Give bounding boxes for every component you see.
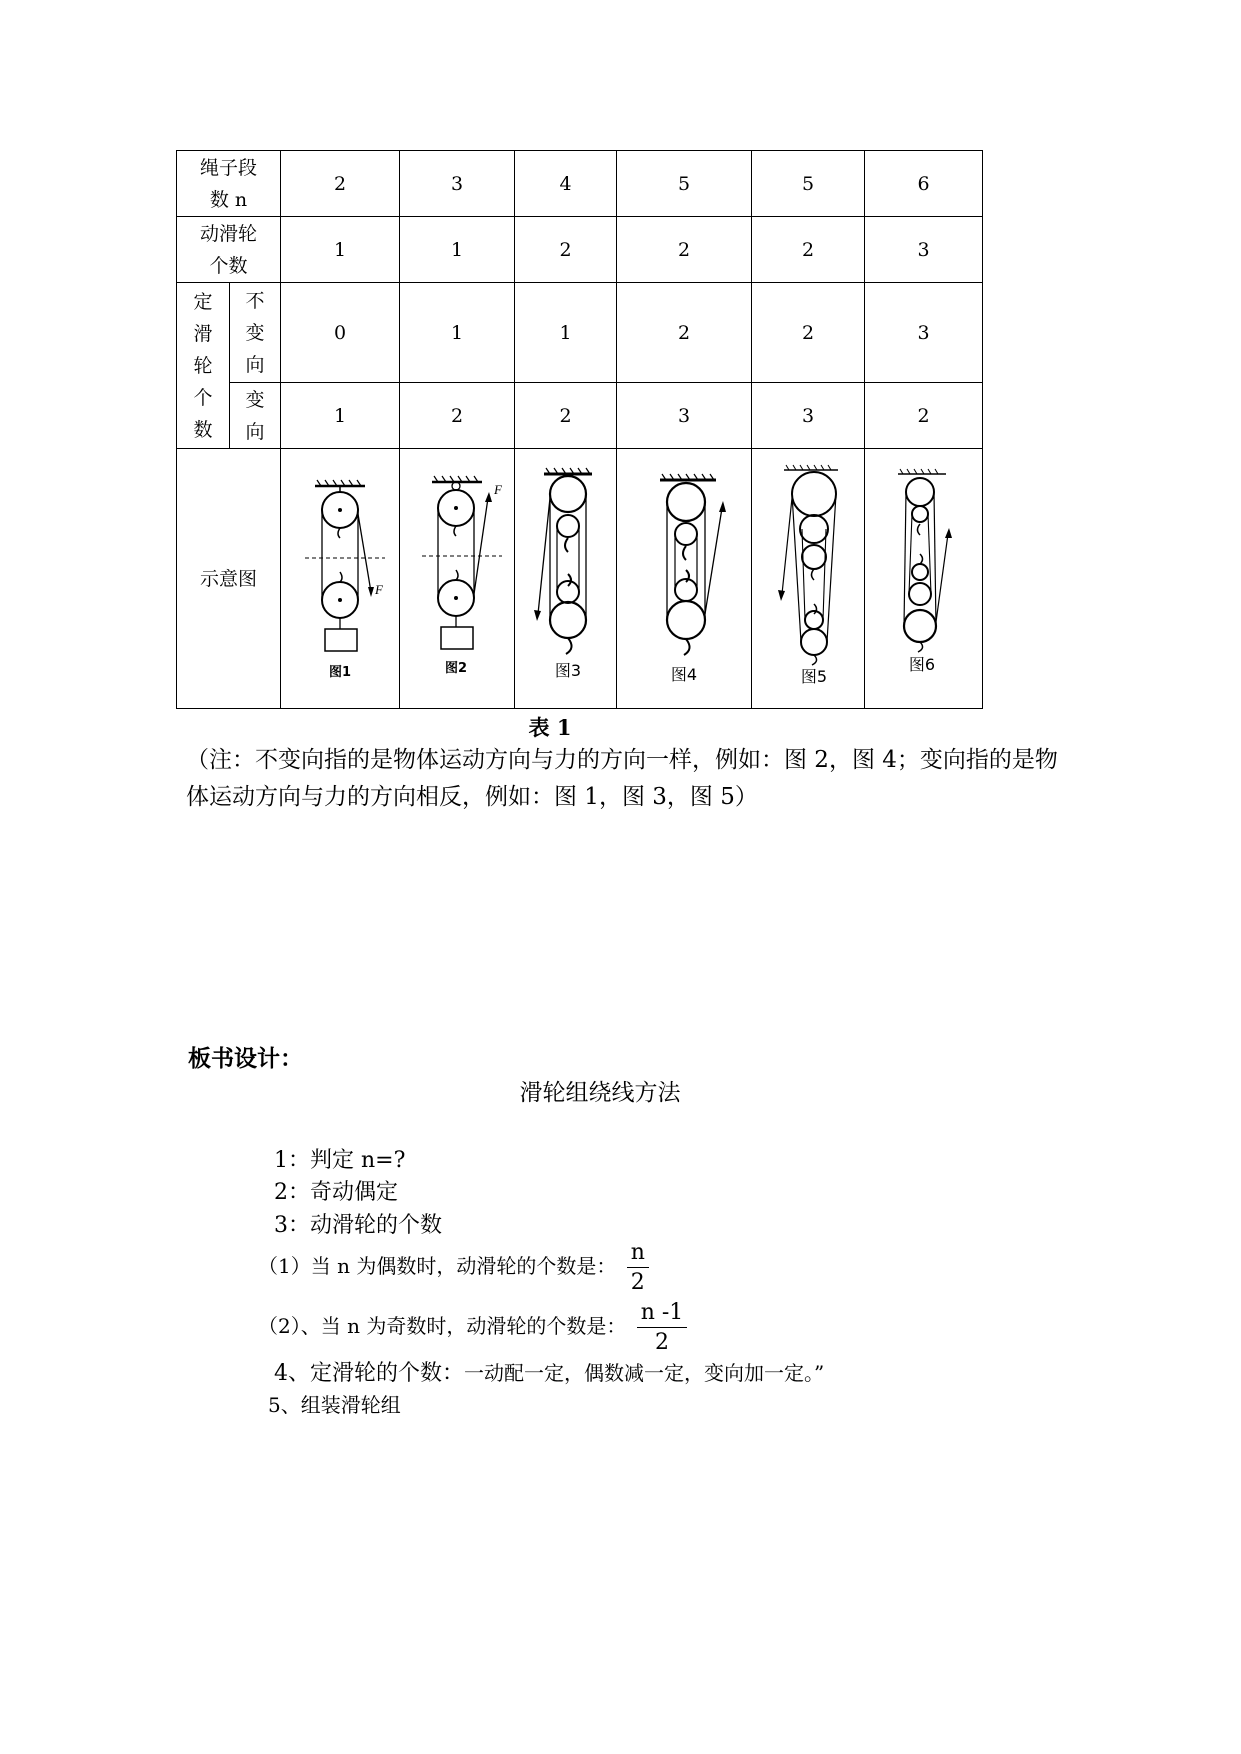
step-2: 2：奇动偶定 [274, 1180, 398, 1205]
cell-value: 3 [752, 383, 865, 449]
cell-value: 0 [281, 283, 400, 383]
label-movable-pulleys: 动滑轮 个数 [177, 217, 281, 283]
figure-6-cell [865, 449, 983, 709]
cell-value: 2 [515, 383, 617, 449]
row-movable-pulleys [177, 217, 983, 283]
figure-2-cell [400, 449, 515, 709]
case-odd-text: （2）、当 n 为奇数时，动滑轮的个数是： [258, 1314, 627, 1338]
figure-5-cell [752, 449, 865, 709]
table-note: （注：不变向指的是物体运动方向与力的方向一样，例如：图 2，图 4；变向指的是物体运动方向与力的方向相反，例如：图 1，图 3，图 5） [186, 747, 1058, 810]
cell-value: 3 [400, 151, 515, 217]
cell-value: 1 [400, 217, 515, 283]
figure-3-cell [515, 449, 617, 709]
pulley-diagram-6 [870, 454, 978, 704]
force-label: F [375, 581, 383, 597]
cell-value: 2 [865, 383, 983, 449]
cell-value: 2 [617, 283, 752, 383]
board-design-heading: 板书设计： [188, 1045, 303, 1072]
step-5: 5、组装滑轮组 [268, 1393, 401, 1417]
figure-label: 图1 [328, 664, 352, 680]
row-rope-segments [177, 151, 983, 217]
cell-value: 6 [865, 151, 983, 217]
cell-value: 2 [281, 151, 400, 217]
figure-label: 图3 [554, 660, 581, 680]
label-rope-segments: 绳子段 数 n [177, 151, 281, 217]
cell-value: 2 [617, 217, 752, 283]
case-odd [258, 1300, 687, 1355]
cell-value: 2 [400, 383, 515, 449]
step-3: 3：动滑轮的个数 [274, 1213, 442, 1238]
label-diagram: 示意图 [177, 449, 281, 709]
label-reverse-direction: 变 向 [230, 383, 281, 449]
row-fixed-reverse-direction [177, 383, 983, 449]
cell-value: 4 [515, 151, 617, 217]
force-label: F [494, 481, 502, 497]
row-diagrams [177, 449, 983, 709]
figure-label: 图5 [800, 666, 828, 686]
cell-value: 3 [865, 283, 983, 383]
fraction-n-over-2: $\frac{n}{2}$ [627, 1240, 649, 1295]
method-title: 滑轮组绕线方法 [519, 1080, 681, 1106]
pulley-diagram-2 [404, 454, 510, 704]
cell-value: 1 [515, 283, 617, 383]
case-even [258, 1240, 649, 1295]
figure-1-cell [281, 449, 400, 709]
cell-value: 2 [752, 217, 865, 283]
cell-value: 3 [865, 217, 983, 283]
table-caption: 表 1 [528, 715, 572, 740]
label-same-direction: 不 变 向 [230, 283, 281, 383]
figure-label: 图6 [908, 654, 935, 674]
cell-value: 5 [617, 151, 752, 217]
pulley-diagram-3 [518, 454, 614, 704]
pulley-diagram-4 [626, 454, 742, 704]
pulley-diagram-1 [285, 454, 395, 704]
cell-value: 5 [752, 151, 865, 217]
cell-value: 2 [752, 283, 865, 383]
cell-value: 1 [281, 383, 400, 449]
cell-value: 1 [281, 217, 400, 283]
figure-4-cell [617, 449, 752, 709]
step-1: 1：判定 n=? [274, 1148, 406, 1173]
case-even-text: （1）当 n 为偶数时，动滑轮的个数是： [258, 1254, 617, 1278]
pulley-table [176, 150, 983, 709]
figure-label: 图2 [444, 660, 468, 676]
step-4: 4、定滑轮的个数：一动配一定，偶数减一定，变向加一定。” [274, 1361, 825, 1386]
cell-value: 1 [400, 283, 515, 383]
fraction-n-minus-1-over-2: $\frac{n -1}{2}$ [637, 1300, 688, 1355]
label-fixed-pulleys: 定 滑 轮 个 数 [177, 283, 230, 449]
pulley-diagram-5 [756, 454, 860, 704]
cell-value: 2 [515, 217, 617, 283]
row-fixed-same-direction [177, 283, 983, 383]
cell-value: 3 [617, 383, 752, 449]
figure-label: 图4 [670, 664, 698, 684]
